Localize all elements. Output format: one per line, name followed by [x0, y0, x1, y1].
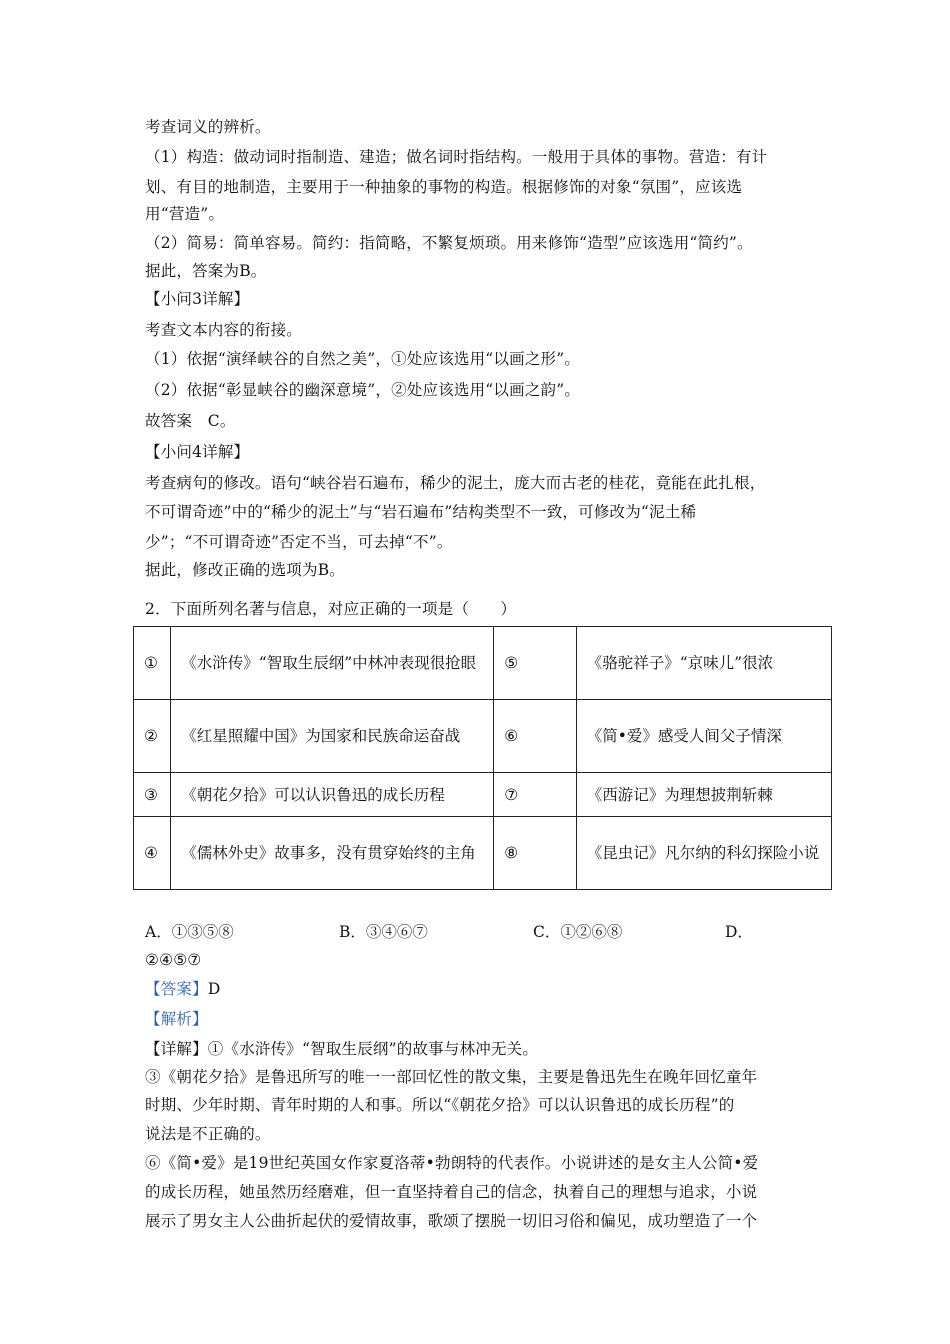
text-line: 考查词义的辨析。 [145, 118, 271, 136]
section-heading: 【小问3详解】 [145, 290, 250, 308]
answer-tag: 【答案】 [145, 980, 208, 998]
item-description: 《简•爱》感受人间父子情深 [576, 700, 831, 773]
text-line: 考查病句的修改。语句“峡谷岩石遍布，稀少的泥土，庞大而古老的桂花，竟能在此扎根， [145, 474, 766, 492]
text-line: （2）简易：简单容易。简约：指简略，不繁复烦琐。用来修饰“造型”应该选用“简约”。 [145, 234, 753, 252]
text-line: 少”；“不可谓奇迹”否定不当，可去掉“不”。 [145, 533, 453, 551]
item-number: ⑦ [494, 773, 576, 817]
item-description: 《水浒传》“智取生辰纲”中林冲表现很抢眼 [171, 627, 494, 700]
section-heading: 【小问4详解】 [145, 443, 250, 461]
table-row [134, 627, 832, 700]
table-row [134, 773, 832, 817]
option-b: B．③④⑥⑦ [339, 923, 428, 941]
answer-line [145, 978, 220, 1000]
option-d-continued: ②④⑤⑦ [145, 951, 202, 969]
item-description: 《昆虫记》凡尔纳的科幻探险小说 [576, 817, 831, 890]
answer-value: D [207, 980, 221, 998]
item-number: ⑤ [494, 627, 576, 700]
text-line: 考查文本内容的衔接。 [145, 321, 303, 339]
question-stem: 2．下面所列名著与信息，对应正确的一项是（ ） [145, 600, 517, 618]
item-description: 《儒林外史》故事多，没有贯穿始终的主角 [171, 817, 494, 890]
option-a: A．①③⑤⑧ [145, 923, 234, 941]
analysis-tag: 【解析】 [145, 1010, 208, 1028]
text-line: （2）依据“彰显峡谷的幽深意境”，②处应该选用“以画之韵”。 [145, 381, 581, 399]
text-line: 据此，修改正确的选项为B。 [145, 561, 345, 579]
works-table [133, 626, 832, 890]
item-description: 《朝花夕拾》可以认识鲁迅的成长历程 [171, 773, 494, 817]
text-line: 故答案 C。 [145, 412, 236, 430]
item-number: ⑥ [494, 700, 576, 773]
item-number: ⑧ [494, 817, 576, 890]
text-line: 据此，答案为B。 [145, 262, 267, 280]
item-number: ② [134, 700, 171, 773]
item-number: ① [134, 627, 171, 700]
item-description: 《红星照耀中国》为国家和民族命运奋战 [171, 700, 494, 773]
item-description: 《西游记》为理想披荆斩棘 [576, 773, 831, 817]
option-c: C．①②⑥⑧ [533, 923, 623, 941]
option-d: D． [725, 923, 753, 941]
table-row [134, 700, 832, 773]
text-line: 划、有目的地制造，主要用于一种抽象的事物的构造。根据修饰的对象“氛围”，应该选 [145, 178, 743, 196]
text-line: 展示了男女主人公曲折起伏的爱情故事，歌颂了摆脱一切旧习俗和偏见，成功塑造了一个 [145, 1212, 758, 1230]
text-line: 不可谓奇迹”中的“稀少的泥土”与“岩石遍布”结构类型不一致，可修改为“泥土稀 [145, 503, 697, 521]
table-row [134, 817, 832, 890]
item-number: ④ [134, 817, 171, 890]
text-line: ⑥《简•爱》是19世纪英国女作家夏洛蒂•勃朗特的代表作。小说讲述的是女主人公简•爱 [145, 1154, 759, 1172]
text-line: （1）构造：做动词时指制造、建造；做名词时指结构。一般用于具体的事物。营造：有计 [145, 148, 768, 166]
text-line: 【详解】①《水浒传》“智取生辰纲”的故事与林冲无关。 [145, 1040, 539, 1058]
text-line: （1）依据“演绎峡谷的自然之美”，①处应该选用“以画之形”。 [145, 350, 581, 368]
text-line: ③《朝花夕拾》是鲁迅所写的唯一一部回忆性的散文集，主要是鲁迅先生在晚年回忆童年 [145, 1068, 758, 1086]
text-line: 说法是不正确的。 [145, 1125, 271, 1143]
text-line: 的成长历程，她虽然历经磨难，但一直坚持着自己的信念，执着自己的理想与追求，小说 [145, 1183, 758, 1201]
item-number: ③ [134, 773, 171, 817]
item-description: 《骆驼祥子》“京味儿”很浓 [576, 627, 831, 700]
text-line: 用“营造”。 [145, 205, 225, 223]
text-line: 时期、少年时期、青年时期的人和事。所以“《朝花夕拾》可以认识鲁迅的成长历程”的 [145, 1096, 735, 1114]
